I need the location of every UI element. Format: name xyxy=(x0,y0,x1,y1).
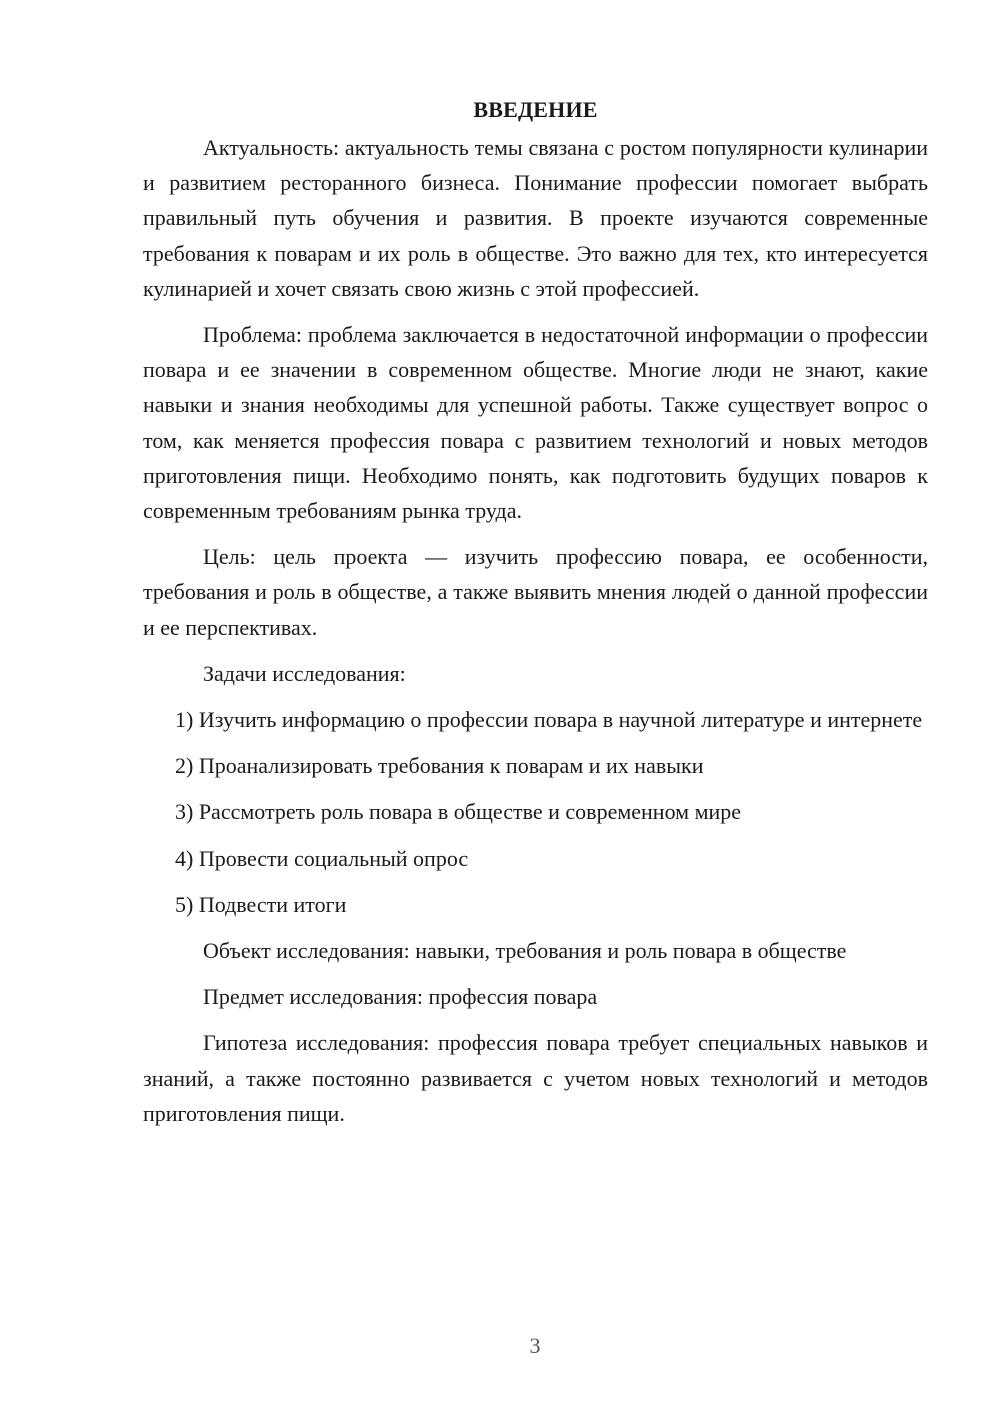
tasks-list xyxy=(143,702,928,922)
list-item: 2) Проанализировать требования к поварам и их навыки xyxy=(175,753,704,779)
page-title: ВВЕДЕНИЕ xyxy=(473,97,598,122)
hypothesis-paragraph: Гипотеза исследования: профессия повара требует специальных навыков и знаний, а также постоянно развивается с учетом новых технологий и методов приготовления пищи. xyxy=(143,1030,928,1126)
tasks-heading: Задачи исследования: xyxy=(203,660,406,686)
page-content xyxy=(143,92,928,1142)
list-item: 4) Провести социальный опрос xyxy=(175,845,469,871)
page-number: 3 xyxy=(529,1333,541,1358)
list-item: 3) Рассмотреть роль повара в обществе и современном мире xyxy=(175,799,742,825)
problem-paragraph: Проблема: проблема заключается в недостаточной информации о профессии повара и ее значении в современном обществе. Многие люди не знают, какие навыки и знания необходимы для успешной работы. Также существует вопрос о том, как меняется профессия повара с развитием технологий и новых методов приготовления пищи. Необходимо понять, как подготовить будущих поваров к современным требованиям рынка труда. xyxy=(143,322,928,524)
list-item: 5) Подвести итоги xyxy=(175,891,347,917)
relevance-paragraph: Актуальность: актуальность темы связана с ростом популярности кулинарии и развитием ресторанного бизнеса. Понимание профессии помогает выбрать правильный путь обучения и развития. В проекте изучаются современные требования к поварам и их роль в обществе. Это важно для тех, кто интересуется кулинарией и хочет связать свою жизнь с этой профессией. xyxy=(143,135,928,301)
goal-paragraph: Цель: цель проекта — изучить профессию повара, ее особенности, требования и роль в обществе, а также выявить мнения людей о данной профессии и ее перспективах. xyxy=(143,544,928,640)
list-item: 1) Изучить информацию о профессии повара в научной литературе и интернете xyxy=(175,707,923,733)
subject-paragraph: Предмет исследования: профессия повара xyxy=(203,984,598,1010)
object-paragraph: Объект исследования: навыки, требования и роль повара в обществе xyxy=(203,938,847,964)
